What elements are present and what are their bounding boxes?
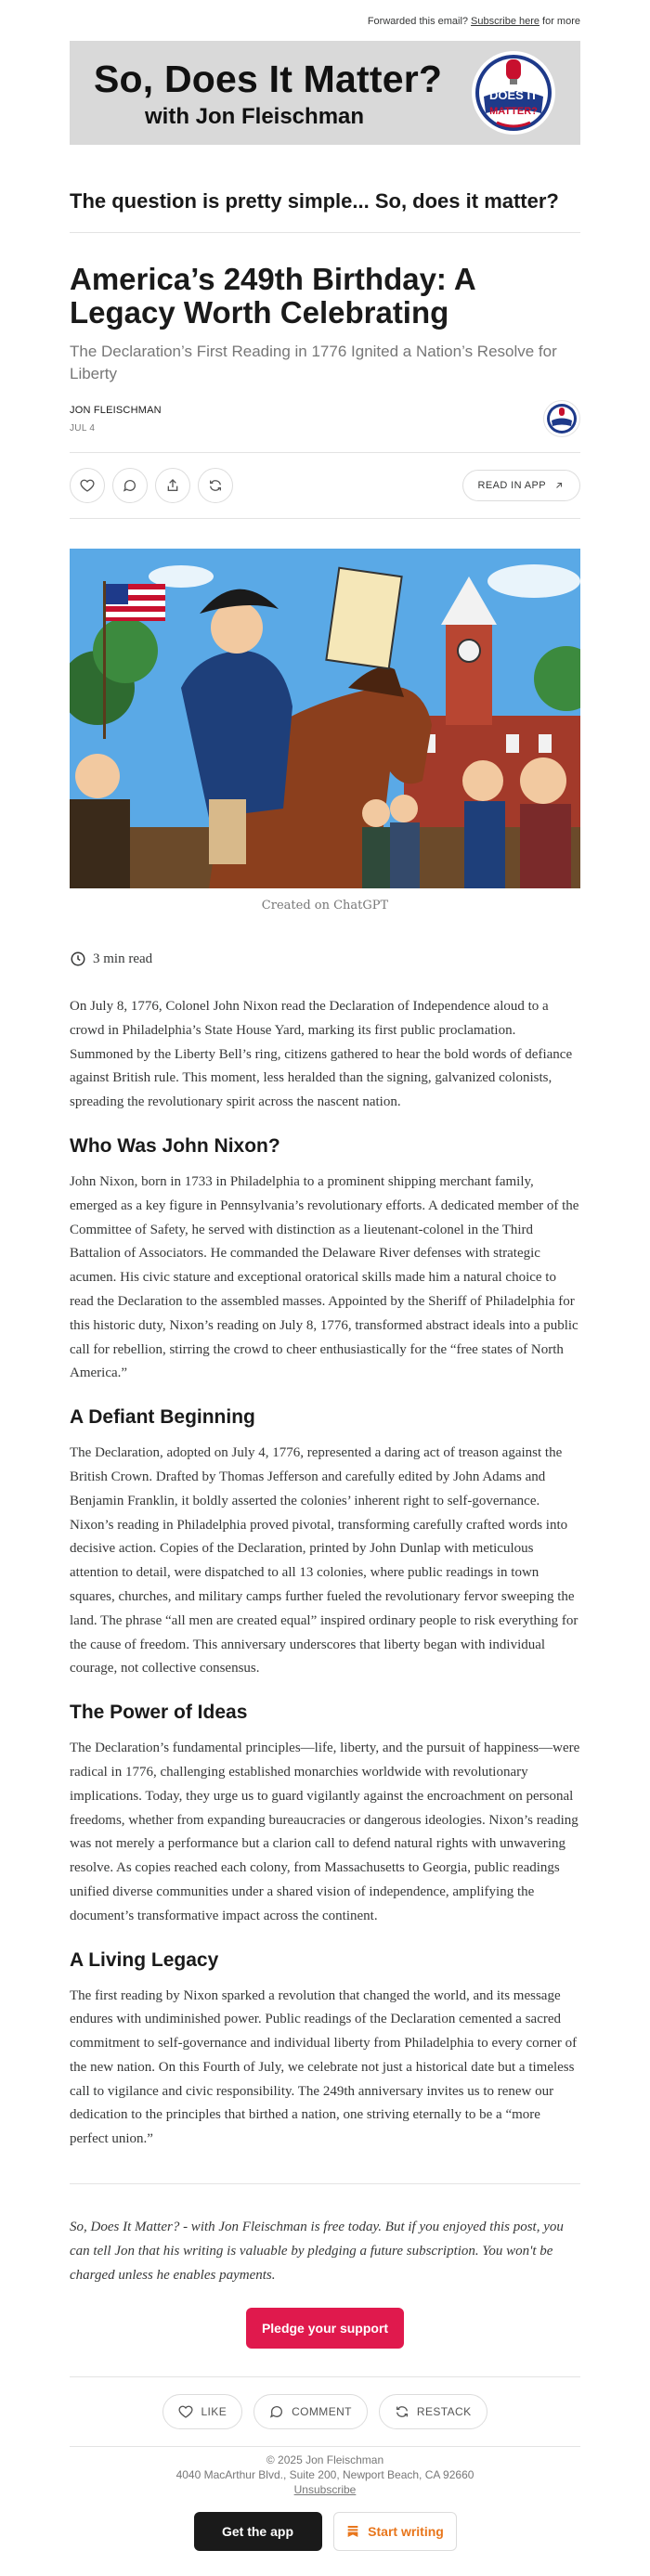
section-heading: A Living Legacy: [70, 1948, 219, 1971]
read-in-app-button[interactable]: [462, 470, 580, 501]
pledge-note: So, Does It Matter? - with Jon Fleischman is free today. But if you enjoyed this post, you can tell Jon that his writing is valuable by pledging a future subscription. You won't be charged unless he enables payments.: [70, 2220, 564, 2283]
read-time-label: 3 min read: [93, 951, 153, 966]
comment-pill-button[interactable]: [254, 2394, 368, 2429]
avatar-logo-icon: [545, 402, 578, 435]
divider: [70, 232, 580, 233]
forward-notice: [70, 0, 580, 41]
image-caption: Created on ChatGPT: [261, 899, 389, 913]
body-paragraph: The Declaration’s fundamental principles—life, liberty, and the pursuit of happiness—were radical in 1776, challenging established monarchies worldwide with revolutionary implications. Today, they urge us to guard vigilantly against the encroachment on personal freedoms, whether from expanding bureaucracies or dangerous ideologies. Nixon’s reading was not merely a performance but a clarion call to defend natural rights with unwavering resolve. As copies reached each colony, from Massachusetts to Georgia, public readings unified diverse communities under a shared vision of independence, amplifying the document’s transformative impact across the continent.: [70, 1741, 580, 1923]
share-icon: [165, 478, 180, 493]
get-app-label: Get the app: [221, 2524, 293, 2540]
john-nixon-illustration: [70, 549, 580, 888]
author-avatar[interactable]: [543, 400, 580, 437]
publication-banner[interactable]: [70, 41, 580, 145]
like-pill-button[interactable]: [162, 2394, 242, 2429]
tagline: The question is pretty simple... So, does it matter?: [70, 189, 559, 213]
body-paragraph: The first reading by Nixon sparked a revolution that changed the world, and its message endures with undiminished power. Public readings of the Declaration cemented a sacred commitment to self-governance and individual liberty from Philadelphia to every corner of the new nation. On this Fourth of July, we celebrate not just a historical date but a timeless call to vigilance and civic responsibility. The 249th anniversary invites us to renew our dedication to the principles that birthed a nation, one striving eternally to be a “more perfect union.”: [70, 1987, 578, 2147]
restack-label: RESTACK: [416, 2405, 472, 2419]
substack-logo-icon: [345, 2524, 360, 2539]
comment-label: COMMENT: [292, 2405, 352, 2419]
intro-paragraph: On July 8, 1776, Colonel John Nixon read the Declaration of Independence aloud to a crowd in Philadelphia’s State House Yard, marking its first public proclamation. Summoned by the Liberty Bell’s ring, citizens gathered to hear the bold words of defiance against British rule. This moment, less heralded than the signing, galvanized colonists, spreading the revolutionary spirit across the nascent nation.: [70, 999, 573, 1110]
bottom-actions: [70, 2394, 580, 2429]
heart-icon: [80, 478, 95, 493]
banner-subtitle: with Jon Fleischman: [145, 104, 365, 129]
address: 4040 MacArthur Blvd., Suite 200, Newport Beach, CA 92660: [176, 2468, 474, 2482]
subscribe-link[interactable]: Subscribe here: [471, 16, 540, 27]
read-time: [70, 951, 580, 967]
email-container: [70, 0, 580, 2551]
restack-pill-button[interactable]: [379, 2394, 488, 2429]
comment-icon: [123, 478, 137, 493]
post-title[interactable]: America’s 249th Birthday: A Legacy Worth Celebrating: [70, 262, 475, 330]
forward-prefix: Forwarded this email?: [367, 16, 469, 27]
hero-image[interactable]: [70, 549, 580, 888]
footer-info: [70, 2453, 580, 2497]
external-arrow-icon: [553, 480, 565, 491]
start-writing-label: Start writing: [368, 2524, 444, 2540]
pledge-button[interactable]: Pledge your support: [246, 2308, 404, 2349]
post-date: JUL 4: [70, 422, 96, 434]
does-it-matter-logo: [469, 48, 558, 137]
section-heading: The Power of Ideas: [70, 1702, 248, 1724]
author-name[interactable]: JON FLEISCHMAN: [70, 404, 162, 416]
copyright: © 2025 Jon Fleischman: [266, 2453, 384, 2467]
read-in-app-label: READ IN APP: [477, 480, 546, 491]
unsubscribe-link[interactable]: Unsubscribe: [293, 2483, 357, 2497]
restack-icon: [395, 2404, 410, 2419]
banner-title: So, Does It Matter?: [94, 58, 443, 100]
restack-button[interactable]: [198, 468, 233, 503]
comment-button[interactable]: [112, 468, 148, 503]
post-subtitle: The Declaration’s First Reading in 1776 Ignited a Nation’s Resolve for Liberty: [70, 343, 557, 382]
restack-icon: [208, 478, 223, 493]
body-paragraph: John Nixon, born in 1733 in Philadelphia to a prominent shipping merchant family, emerged as a key figure in Pennsylvania’s revolutionary efforts. A dedicated member of the Committee of Safety, he served with distinction as a lieutenant-colonel in the Third Battalion of Associators. He commanded the Delaware River defenses with strategic acumen. His civic stature and exceptional oratorical skills made him a natural choice to read the Declaration to the assembled masses. Appointed by the Sheriff of Philadelphia for this historic duty, Nixon’s reading on July 8, 1776, transformed abstract ideals into a public call for rebellion, stirring the crowd to cheer enthusiastically for the “free states of North America.”: [70, 1173, 579, 1381]
app-buttons: [70, 2512, 580, 2551]
svg-text:DOES IT: DOES IT: [488, 88, 539, 102]
like-button[interactable]: [70, 468, 105, 503]
start-writing-button[interactable]: [333, 2512, 457, 2551]
body-paragraph: The Declaration, adopted on July 4, 1776, represented a daring act of treason against the British Crown. Drafted by Thomas Jefferson and carefully edited by John Adams and Benjamin Franklin, it boldly asserted the colonies’ inherent right to self-governance. Nixon’s reading in Philadelphia proved pivotal, transforming carefully crafted words into decisive action. Copies of the Declaration, printed by John Dunlap with meticulous attention to detail, were dispatched to all 13 colonies, where public readings in town squares, churches, and military camps further fueled the revolutionary fervor sweeping the land. The phrase “all men are created equal” inspired ordinary people to risk everything for the cause of freedom. This anniversary underscores that liberty began with individual courage, not collective consensus.: [70, 1445, 578, 1676]
forward-suffix: for more: [542, 16, 580, 27]
section-heading: A Defiant Beginning: [70, 1406, 255, 1429]
share-button[interactable]: [155, 468, 190, 503]
like-label: LIKE: [201, 2405, 228, 2419]
divider: [70, 518, 580, 519]
get-app-button[interactable]: [194, 2512, 322, 2551]
byline: [70, 400, 580, 437]
section-heading: Who Was John Nixon?: [70, 1134, 280, 1157]
svg-text:MATTER?: MATTER?: [489, 106, 538, 117]
clock-icon: [70, 951, 86, 967]
comment-icon: [269, 2404, 284, 2419]
post-actions: [70, 453, 580, 518]
heart-icon: [178, 2404, 193, 2419]
